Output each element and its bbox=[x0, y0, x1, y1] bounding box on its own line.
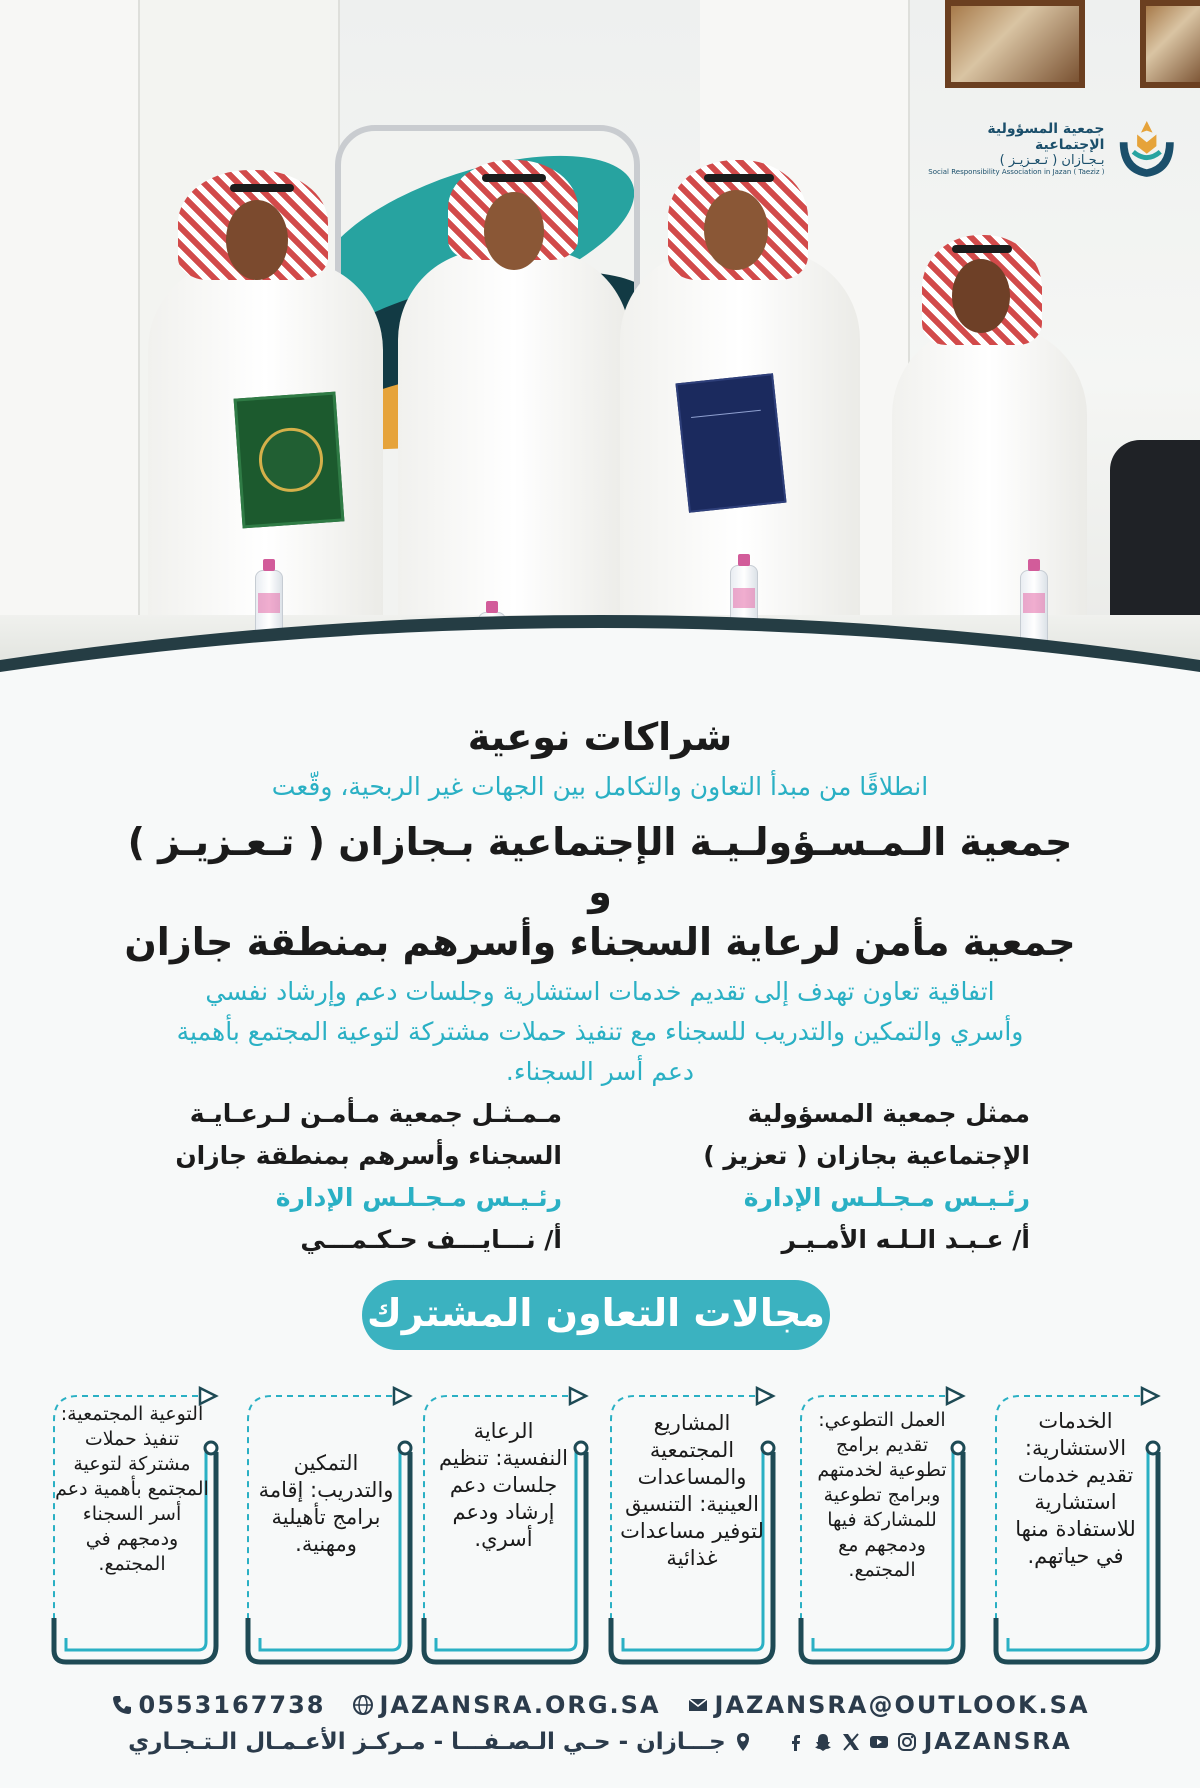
snapchat-icon[interactable] bbox=[812, 1731, 834, 1753]
card-community-projects bbox=[605, 1388, 765, 1648]
card-empowerment bbox=[242, 1388, 402, 1648]
email-text: JAZANSRA@OUTLOOK.SA bbox=[714, 1691, 1090, 1719]
card-text: العمل التطوعي: تقديم برامج تطوعية لخدمتهم وبرامج تطوعية للمشاركة فيها ودمجهم مع المجتمع. bbox=[817, 1409, 947, 1581]
x-icon[interactable] bbox=[840, 1731, 862, 1753]
rep-right-role: رئـيـس مـجـلـس الإدارة bbox=[743, 1183, 1030, 1212]
card-text: الخدمات الاستشارية: تقديم خدمات استشارية للاستفادة منها في حياتهم. bbox=[1015, 1409, 1136, 1568]
phone-contact[interactable] bbox=[111, 1691, 326, 1719]
logo-region-ar: بـجـازان ( تـعـزيـز ) bbox=[999, 152, 1105, 168]
youtube-icon[interactable] bbox=[868, 1731, 890, 1753]
website-text: JAZANSRA.ORG.SA bbox=[379, 1691, 661, 1719]
rep-right-line2: الإجتماعية بجازان ( تعزيز ) bbox=[703, 1141, 1030, 1170]
address-text: جـــازان - حـي الـصـفـــا - مـركـز الأعـمـال الـتـجـاري bbox=[128, 1729, 726, 1755]
card-text: التمكين والتدريب: إقامة برامج تأهيلية ومهنية. bbox=[258, 1451, 394, 1556]
address bbox=[128, 1729, 754, 1755]
instagram-icon[interactable] bbox=[896, 1731, 918, 1753]
logo-name-ar: جمعية المسؤولية الإجتماعية bbox=[987, 120, 1105, 153]
rep-right-name: أ/ عـبـد الـلـه الأمـيـر bbox=[781, 1225, 1030, 1254]
organization-two: جمعية مأمن لرعاية السجناء وأسرهم بمنطقة جازان bbox=[124, 920, 1076, 964]
conjunction: و bbox=[588, 870, 612, 914]
divider-curve bbox=[0, 600, 1200, 710]
green-agreement-folder bbox=[234, 392, 345, 529]
taeziz-logo-icon bbox=[1114, 112, 1180, 184]
social-and-address bbox=[0, 1725, 1200, 1759]
rep-left-name: أ/ نـــايـــف حـكـمـــي bbox=[300, 1225, 562, 1254]
card-community-awareness bbox=[48, 1388, 208, 1648]
wall-panel bbox=[0, 0, 140, 620]
blue-agreement-folder bbox=[675, 373, 786, 513]
intro-text: انطلاقًا من مبدأ التعاون والتكامل بين الجهات غير الربحية، وقّعت bbox=[271, 772, 929, 801]
section-title-pill: مجالات التعاون المشترك bbox=[362, 1280, 830, 1350]
rep-left-line1: مـمـثـل جمعية مـأمـن لـرعـايـة bbox=[189, 1099, 562, 1128]
rep-right-line1: ممثل جمعية المسؤولية bbox=[747, 1099, 1030, 1128]
representative-left bbox=[162, 1093, 562, 1261]
representative-right bbox=[700, 1093, 1030, 1261]
card-psychological-care bbox=[418, 1388, 578, 1648]
rep-left-line2: السجناء وأسرهم بمنطقة جازان bbox=[175, 1141, 562, 1170]
card-volunteering bbox=[795, 1388, 955, 1648]
card-text: المشاريع المجتمعية والمساعدات العينية: التنسيق لتوفير مساعدات غذائية bbox=[620, 1411, 764, 1570]
association-logo bbox=[920, 108, 1180, 188]
mail-icon bbox=[687, 1694, 709, 1716]
location-icon bbox=[732, 1731, 754, 1753]
organization-one: جمعية الـمـسـؤولـيـة الإجتماعية بـجازان ( تـعـزيـز ) bbox=[127, 820, 1073, 864]
rep-left-role: رئـيـس مـجـلـس الإدارة bbox=[275, 1183, 562, 1212]
agreement-description: اتفاقية تعاون تهدف إلى تقديم خدمات استشارية وجلسات دعم وإرشاد نفسي وأسري والتمكين والتدريب للسجناء مع تنفيذ حملات مشتركة لتوعية المجتمع بأهمية دعم أسر السجناء. bbox=[176, 977, 1024, 1086]
event-photo bbox=[0, 0, 1200, 690]
card-text: التوعية المجتمعية: تنفيذ حملات مشتركة لتوعية المجتمع بأهمية دعم أسر السجناء ودمجهم في المجتمع. bbox=[55, 1403, 209, 1575]
phone-text: 0553167738 bbox=[138, 1691, 326, 1719]
phone-icon bbox=[111, 1694, 133, 1716]
facebook-icon[interactable] bbox=[784, 1731, 806, 1753]
portrait-frame bbox=[945, 0, 1085, 88]
portrait-frame bbox=[1140, 0, 1200, 88]
website-contact[interactable] bbox=[352, 1691, 661, 1719]
social-links bbox=[784, 1729, 1072, 1755]
contact-info bbox=[0, 1688, 1200, 1722]
page-title: شراكات نوعية bbox=[467, 715, 733, 759]
social-handle: JAZANSRA bbox=[923, 1729, 1072, 1755]
globe-icon bbox=[352, 1694, 374, 1716]
card-consulting bbox=[990, 1388, 1150, 1648]
card-text: الرعاية النفسية: تنظيم جلسات دعم إرشاد ودعم أسري. bbox=[439, 1419, 568, 1551]
logo-name-en: Social Responsibility Association in Jazan ( Taeziz ) bbox=[928, 167, 1105, 176]
email-contact[interactable] bbox=[687, 1691, 1090, 1719]
